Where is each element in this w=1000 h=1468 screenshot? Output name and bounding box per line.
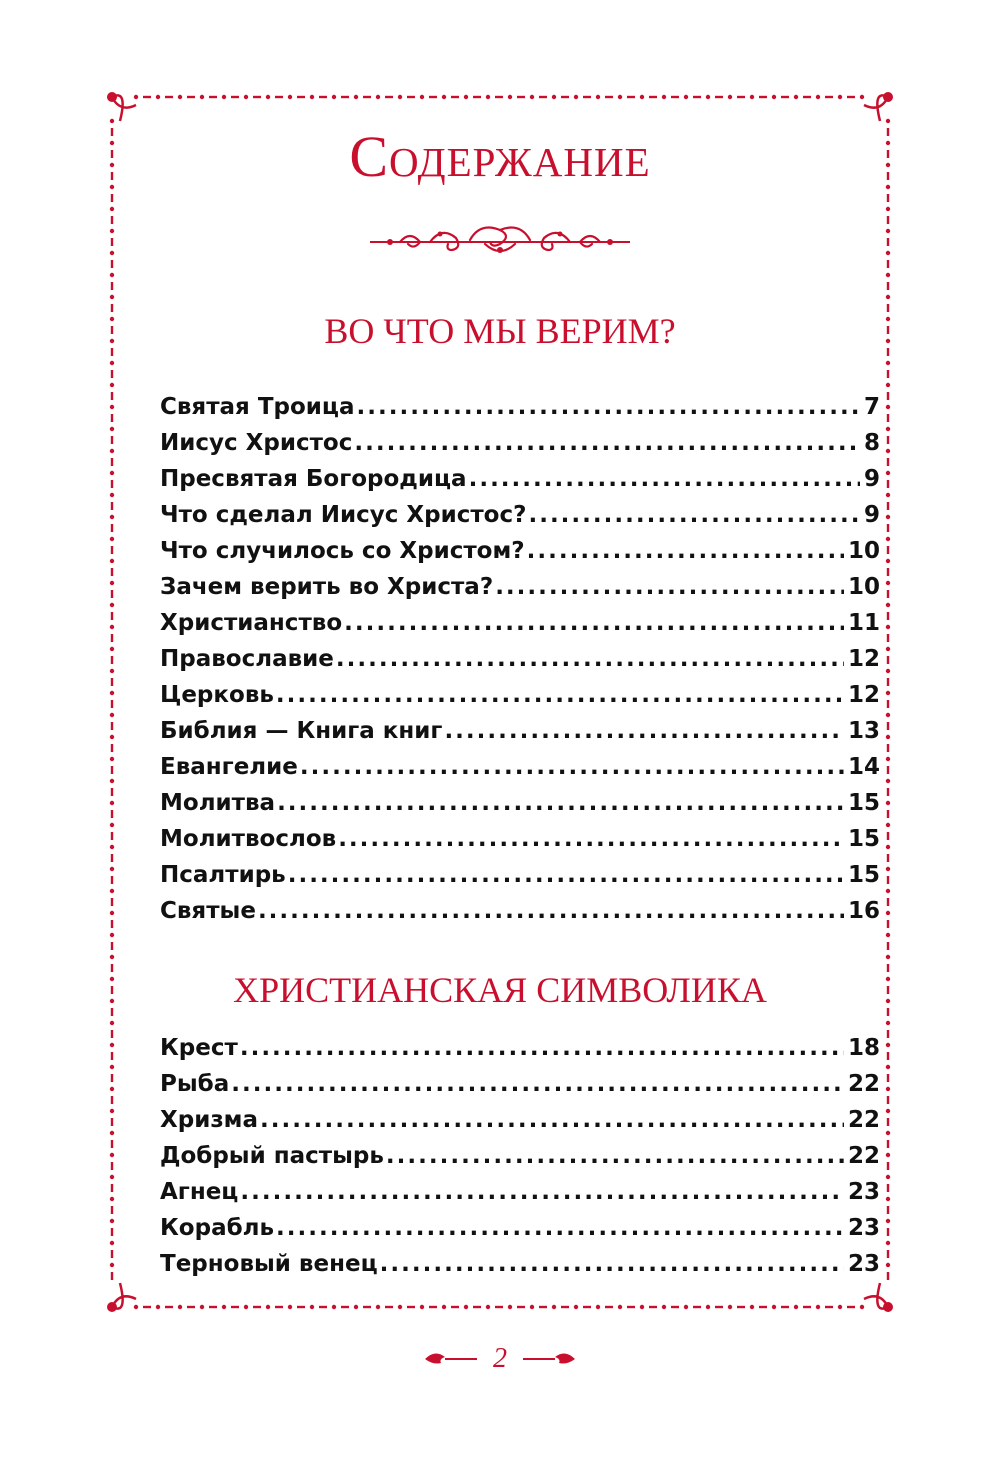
toc-entry-page: 16 (847, 898, 880, 924)
toc-leader (344, 605, 844, 641)
toc-entry[interactable] (160, 1246, 880, 1282)
toc-list-beliefs (160, 389, 880, 929)
toc-entry[interactable] (160, 389, 880, 425)
section-heading-symbols: ХРИСТИАНСКАЯ СИМВОЛИКА (233, 970, 767, 1010)
toc-entry[interactable] (160, 425, 880, 461)
toc-entry-page: 13 (847, 718, 880, 744)
toc-entry-title: Добрый пастырь (160, 1143, 384, 1169)
toc-entry-title: Псалтирь (160, 862, 286, 888)
toc-entry-title: Рыба (160, 1071, 230, 1097)
toc-entry-page: 15 (847, 862, 880, 888)
toc-entry-title: Что сделал Иисус Христос? (160, 502, 527, 528)
toc-leader (354, 425, 860, 461)
toc-entry-page: 23 (847, 1179, 880, 1205)
toc-entry-page: 22 (847, 1107, 880, 1133)
toc-entry[interactable] (160, 821, 880, 857)
toc-leader (300, 749, 844, 785)
toc-leader (380, 1246, 844, 1282)
toc-leader (528, 497, 860, 533)
footer-flourish-icon (423, 1349, 479, 1369)
toc-entry-title: Церковь (160, 682, 274, 708)
toc-entry-title: Пресвятая Богородица (160, 466, 467, 492)
toc-entry[interactable] (160, 713, 880, 749)
toc-entry[interactable] (160, 1102, 880, 1138)
toc-entry[interactable] (160, 749, 880, 785)
toc-entry[interactable] (160, 605, 880, 641)
toc-entry-title: Молитвослов (160, 826, 337, 852)
toc-leader (288, 857, 844, 893)
toc-list-symbols (160, 1030, 880, 1282)
section-heading-beliefs: ВО ЧТО МЫ ВЕРИМ? (324, 311, 676, 351)
toc-entry[interactable] (160, 533, 880, 569)
toc-entry-page: 22 (847, 1143, 880, 1169)
toc-leader (336, 641, 844, 677)
toc-entry-title: Молитва (160, 790, 276, 816)
toc-entry[interactable] (160, 857, 880, 893)
toc-entry-title: Православие (160, 646, 334, 672)
toc-leader (495, 569, 844, 605)
toc-entry-title: Евангелие (160, 754, 298, 780)
footer-flourish-icon (521, 1349, 577, 1369)
toc-entry-title: Что случилось со Христом? (160, 538, 525, 564)
toc-leader (240, 1174, 844, 1210)
toc-entry-title: Терновый венец (160, 1251, 378, 1277)
toc-entry-page: 22 (847, 1071, 880, 1097)
toc-leader (276, 677, 844, 713)
toc-entry-title: Хризма (160, 1107, 258, 1133)
toc-leader (277, 785, 844, 821)
toc-entry-page: 7 (863, 394, 880, 420)
toc-entry-title: Святая Троица (160, 394, 355, 420)
toc-entry-page: 15 (847, 826, 880, 852)
toc-entry-title: Зачем верить во Христа? (160, 574, 494, 600)
toc-entry-title: Корабль (160, 1215, 275, 1241)
toc-entry-page: 12 (847, 646, 880, 672)
toc-entry[interactable] (160, 893, 880, 929)
toc-entry-title: Христианство (160, 610, 343, 636)
toc-entry[interactable] (160, 1030, 880, 1066)
toc-entry[interactable] (160, 1174, 880, 1210)
toc-entry-page: 12 (847, 682, 880, 708)
toc-leader (258, 893, 844, 929)
toc-entry-page: 8 (863, 430, 880, 456)
page-footer (0, 1343, 1000, 1375)
toc-leader (231, 1066, 844, 1102)
toc-entry[interactable] (160, 677, 880, 713)
toc-entry[interactable] (160, 785, 880, 821)
toc-entry-page: 11 (847, 610, 880, 636)
toc-entry-page: 9 (863, 502, 880, 528)
toc-entry[interactable] (160, 497, 880, 533)
toc-entry-page: 18 (847, 1035, 880, 1061)
toc-entry-title: Крест (160, 1035, 238, 1061)
toc-entry-title: Агнец (160, 1179, 239, 1205)
toc-leader (260, 1102, 844, 1138)
toc-leader (276, 1210, 844, 1246)
page-title: Содержание (349, 124, 651, 189)
toc-entry[interactable] (160, 569, 880, 605)
toc-entry-page: 23 (847, 1251, 880, 1277)
title-flourish-icon (370, 222, 630, 262)
toc-entry-title: Святые (160, 898, 256, 924)
toc-entry-page: 15 (847, 790, 880, 816)
toc-entry-title: Иисус Христос (160, 430, 353, 456)
toc-leader (444, 713, 844, 749)
toc-leader (527, 533, 844, 569)
toc-leader (469, 461, 860, 497)
toc-entry[interactable] (160, 461, 880, 497)
toc-entry-page: 23 (847, 1215, 880, 1241)
toc-entry[interactable] (160, 641, 880, 677)
toc-entry[interactable] (160, 1138, 880, 1174)
toc-entry[interactable] (160, 1210, 880, 1246)
toc-entry-page: 14 (847, 754, 880, 780)
page-number: 2 (493, 1343, 507, 1374)
toc-entry-page: 10 (847, 574, 880, 600)
toc-entry-page: 10 (847, 538, 880, 564)
toc-leader (356, 389, 860, 425)
toc-entry[interactable] (160, 1066, 880, 1102)
toc-entry-page: 9 (863, 466, 880, 492)
toc-leader (240, 1030, 844, 1066)
toc-entry-title: Библия — Книга книг (160, 718, 443, 744)
toc-leader (386, 1138, 844, 1174)
toc-leader (338, 821, 844, 857)
